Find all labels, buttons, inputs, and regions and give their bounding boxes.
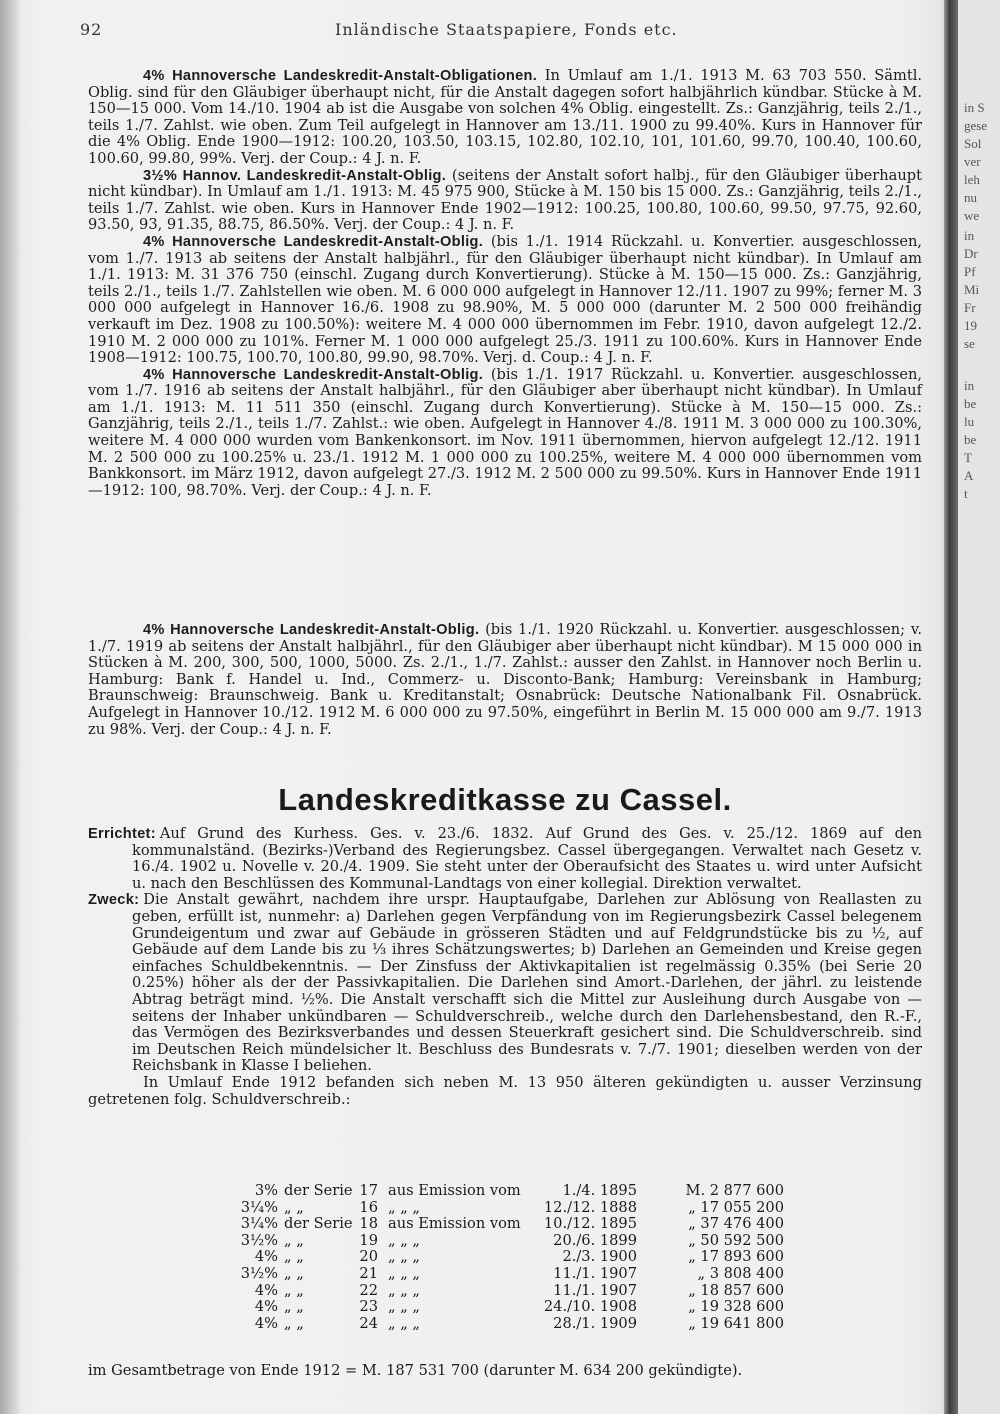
amount-cell: „ 19 328 600 xyxy=(688,1298,784,1316)
fragment-text: in S xyxy=(964,100,985,115)
errichtet-label: Errichtet: xyxy=(88,826,156,842)
date-cell: 24./10. 1908 xyxy=(543,1298,637,1316)
table-row xyxy=(88,1183,922,1200)
series-cell: „ „ xyxy=(284,1231,304,1249)
table-row xyxy=(88,1216,922,1233)
total-line: im Gesamtbetrage von Ende 1912 = M. 187 531 700 (darunter M. 634 200 gekündigte). xyxy=(88,1362,743,1379)
bond-text: (bis 1./1. 1914 Rückzahl. u. Konvertier. ausgeschlossen, vom 1./7. 1913 ab seitens der Anstalt halbjährl., für den Gläubiger überhaupt nicht kündbar). In Umlauf am 1./1. 1913: M. 31 376 750 (einschl. Zugang durch Konvertierung). Stücke à M. 150—15 000. Zs.: Ganzjährig, teils 2./1., teils 1./7. Zahlstellen wie oben. M. 6 000 000 aufgelegt in Hannover 12./11. 1907 zu 99%; ferner M. 3 000 000 aufgelegt in Hannover 16./6. 1908 zu 98.90%, M. 5 000 000 (darunter M. 2 500 000 freihändig verkauft im Dez. 1908 zu 100.50%): weitere M. 4 000 000 übernommen im Febr. 1910, davon aufgelegt 12./2. 1910 M. 2 000 000 zu 101%. Ferner M. 1 000 000 aufgelegt 25./3. 1911 zu 100.60%. Kurs in Hannover Ende 1908—1912: 100.75, 100.70, 100.80, 99.90, 98.70%. Verj. d. Coup.: 4 J. n. F. xyxy=(88,232,922,367)
fragment-text: 19 xyxy=(964,318,977,333)
bond-entry xyxy=(88,68,922,168)
table-row xyxy=(88,1233,922,1250)
hannover-bonds-section-2 xyxy=(88,622,922,738)
series-number-cell: 22 xyxy=(359,1281,378,1299)
zweck-paragraph xyxy=(88,892,922,1075)
umlauf-paragraph xyxy=(88,1075,922,1108)
emission-cell: aus Emission vom xyxy=(388,1215,521,1233)
errichtet-paragraph xyxy=(88,826,922,892)
amount-cell: „ 17 893 600 xyxy=(688,1248,784,1266)
fragment-text: gese xyxy=(964,118,988,133)
table-row xyxy=(88,1266,922,1283)
amount-cell: „ 18 857 600 xyxy=(688,1281,784,1299)
fragment-text: ver xyxy=(964,154,981,169)
fragment-text: in xyxy=(964,228,975,243)
fragment-text: se xyxy=(964,336,975,351)
amount-cell: „ 3 808 400 xyxy=(697,1264,784,1282)
table-row xyxy=(88,1249,922,1266)
emission-cell: „ „ „ xyxy=(388,1298,420,1316)
adjacent-page-fragment xyxy=(958,0,1000,1414)
bond-name: 4% Hannoversche Landeskredit-Anstalt-Oblig. xyxy=(143,233,484,250)
bond-text: (bis 1./1. 1917 Rückzahl. u. Konvertier. ausgeschlossen, vom 1./7. 1916 ab seitens der Anstalt halbjährl., für den Gläubiger aber überhaupt nicht kündbar). In Umlauf am 1./1. 1913: M. 11 511 350 (einschl. Zugang durch Konvertierung). Stücke à M. 150—15 000. Zs.: Ganzjährig, teils 2./1., teils 1./7. Zahlst.: wie oben. Aufgelegt in Hannover 4./8. 1911 M. 3 000 000 zu 100.30%, weitere M. 4 000 000 wurden vom Bankenkonsort. im Nov. 1911 übernommen, hiervon aufgelegt 12./12. 1911 M. 2 500 000 zu 100.25% u. 23./1. 1912 M. 1 000 000 zu 100.25%, weitere M. 4 000 000 übernommen vom Bankkonsort. im März 1912, davon aufgelegt 27./3. 1912 M. 2 500 000 zu 99.50%. Kurs in Hannover Ende 1911—1912: 100, 98.70%. Verj. der Coup.: 4 J. n. F. xyxy=(88,365,922,499)
emission-cell: „ „ „ xyxy=(388,1264,420,1282)
rate-cell: 4% xyxy=(254,1248,278,1266)
fragment-text: A xyxy=(964,468,974,483)
section-heading: Landeskreditkasse zu Cassel. xyxy=(278,782,732,817)
zweck-text: Die Anstalt gewährt, nachdem ihre urspr. Hauptaufgabe, Darlehen zur Ablösung von Reallasten zu geben, erfüllt ist, nunmehr: a) Darlehen gegen Verpfändung von im Regierungsbezirk Cassel belegenem Grundeigentum und zwar auf Gebäude in grösseren Städten und auf Feldgrundstücke bis zu ½, auf Gebäude auf dem Lande bis zu ⅓ ihres Schätzungswertes; b) Darlehen an Gemeinden und Kreise gegen einfaches Schuldbekenntnis. — Der Zinsfuss der Aktivkapitalien ist regelmässig 0.35% (bei Serie 20 0.25%) höher als der der Passivkapitalien. Die Darlehen sind Amort.-Darlehen, der jährl. zu leistende Abtrag beträgt mind. ½%. Die Anstalt verschafft sich die Mittel zur Ausleihung durch Ausgabe von — seitens der Inhaber unkündbaren — Schuldverschreib., welche durch den Darlehensbestand, den R.-F., das Vermögen des Bezirksverbandes und dessen Steuerkraft gesichert sind. Die Schuldverschreib. sind im Deutschen Reich mündelsicher lt. Beschluss des Bundesrats v. 7./7. 1901; dieselben werden von der Reichsbank in Klasse I beliehen. xyxy=(132,891,922,1075)
series-number-cell: 20 xyxy=(359,1248,378,1266)
emission-table xyxy=(88,1183,922,1332)
rate-cell: 3½% xyxy=(240,1231,278,1249)
date-cell: 1./4. 1895 xyxy=(562,1182,637,1199)
fragment-text: lu xyxy=(964,414,975,429)
rate-cell: 4% xyxy=(254,1298,278,1316)
series-cell: „ „ xyxy=(284,1314,304,1332)
page-number: 92 xyxy=(80,20,103,39)
bond-name: 4% Hannoversche Landeskredit-Anstalt-Obligationen. xyxy=(143,68,538,84)
fragment-text: T xyxy=(964,450,972,465)
fragment-text: Fr xyxy=(964,300,976,315)
table-row xyxy=(88,1316,922,1333)
fragment-text: nu xyxy=(964,190,977,205)
fragment-text: Dr xyxy=(964,246,978,261)
series-cell: „ „ xyxy=(284,1248,304,1266)
date-cell: 12./12. 1888 xyxy=(543,1198,637,1216)
emission-cell: „ „ „ xyxy=(388,1198,420,1216)
series-number-cell: 17 xyxy=(359,1182,378,1199)
hannover-bonds-section xyxy=(88,68,922,499)
series-number-cell: 21 xyxy=(359,1264,378,1282)
table-row xyxy=(88,1283,922,1300)
bond-entry xyxy=(88,234,922,367)
fragment-text: Mi xyxy=(964,282,980,297)
fragment-text: be xyxy=(964,396,977,411)
amount-cell: „ 50 592 500 xyxy=(688,1231,784,1249)
series-cell: „ „ xyxy=(284,1264,304,1282)
rate-cell: 4% xyxy=(254,1281,278,1299)
bond-name: 3½% Hannov. Landeskredit-Anstalt-Oblig. xyxy=(143,167,447,184)
series-number-cell: 19 xyxy=(359,1231,378,1249)
amount-cell: „ 17 055 200 xyxy=(688,1198,784,1216)
page-gutter-shadow xyxy=(0,0,20,1414)
amount-cell: M. 2 877 600 xyxy=(685,1182,784,1199)
date-cell: 2./3. 1900 xyxy=(562,1248,637,1266)
zweck-label: Zweck: xyxy=(88,892,140,909)
amount-cell: „ 37 476 400 xyxy=(688,1215,784,1233)
bond-entry xyxy=(88,168,922,234)
bond-entry xyxy=(88,622,922,738)
fragment-text: we xyxy=(964,208,980,223)
book-spine-shadow xyxy=(944,0,958,1414)
emission-cell: „ „ „ xyxy=(388,1248,420,1266)
series-number-cell: 16 xyxy=(359,1198,378,1216)
fragment-text: leh xyxy=(964,172,980,187)
bond-text: (seitens der Anstalt sofort halbj., für den Gläubiger überhaupt nicht kündbar). In Umlauf am 1./1. 1913: M. 45 975 900, Stücke à M. 150 bis 15 000. Zs.: Ganzjährig, teils 2./1., teils 1./7. Zahlst. wie oben. Kurs in Hannover Ende 1902—1912: 100.25, 100.80, 100.60, 99.50, 97.75, 92.60, 93.50, 93, 91.35, 88.75, 86.50%. Verj. der Coup.: 4 J. n. F. xyxy=(88,166,922,234)
series-cell: „ „ xyxy=(284,1298,304,1316)
series-number-cell: 18 xyxy=(359,1215,378,1233)
fragment-text: Sol xyxy=(964,136,982,151)
bond-text: (bis 1./1. 1920 Rückzahl. u. Konvertier. ausgeschlossen; v. 1./7. 1919 ab seitens der Anstalt halbjährl., für den Gläubiger aber überhaupt nicht kündbar). M 15 000 000 in Stücken à M. 200, 300, 500, 1000, 5000. Zs. 2./1., 1./7. Zahlst.: ausser den Zahlst. in Hannover noch Berlin u. Hamburg: Bank f. Handel u. Ind., Commerz- u. Disconto-Bank; Hamburg: Vereinsbank in Hamburg; Braunschweig: Braunschweig. Bank u. Kreditanstalt; Osnabrück: Deutsche Nationalbank Fil. Osnabrück. Aufgelegt in Hannover 10./12. 1912 M. 6 000 000 zu 97.50%, eingeführt in Berlin M. 15 000 000 am 9./7. 1913 zu 98%. Verj. der Coup.: 4 J. n. F. xyxy=(88,621,922,738)
amount-cell: „ 19 641 800 xyxy=(688,1314,784,1332)
fragment-text: Pf xyxy=(964,264,976,279)
emission-cell: „ „ „ xyxy=(388,1314,420,1332)
fragment-text: t xyxy=(964,486,968,501)
rate-cell: 3½% xyxy=(240,1264,278,1282)
series-number-cell: 23 xyxy=(359,1298,378,1316)
errichtet-text: Auf Grund des Kurhess. Ges. v. 23./6. 1832. Auf Grund des Ges. v. 25./12. 1869 auf den kommunalständ. (Bezirks-)Verband des Regierungsbez. Cassel übergegangen. Verwaltet nach Gesetz v. 16./4. 1902 u. Novelle v. 20./4. 1909. Sie steht unter der Oberaufsicht des Staates u. wird unter Aufsicht u. nach den Beschlüssen des Kommunal-Landtags von einer kollegial. Direktion verwaltet. xyxy=(132,825,922,892)
running-header xyxy=(80,20,940,44)
series-cell: „ „ xyxy=(284,1198,304,1216)
date-cell: 28./1. 1909 xyxy=(553,1314,637,1332)
date-cell: 10./12. 1895 xyxy=(543,1215,637,1233)
umlauf-text: In Umlauf Ende 1912 befanden sich neben M. 13 950 älteren gekündigten u. ausser Verzinsung getretenen folg. Schuldverschreib.: xyxy=(88,1073,922,1108)
fragment-text: in xyxy=(964,378,975,393)
bond-text: In Umlauf am 1./1. 1913 M. 63 703 550. Sämtl. Oblig. sind für den Gläubiger überhaupt nicht, für die Anstalt dagegen sofort halbjährlich kündbar. Stücke à M. 150—15 000. Vom 14./10. 1904 ab ist die Ausgabe von solchen 4% Oblig. eingestellt. Zs.: Ganzjährig, teils 2./1., teils 1./7. Zahlst. wie oben. Zum Teil aufgelegt in Hannover am 13./11. 1900 zu 99.40%. Kurs in Hannover für die 4% Oblig. Ende 1900—1912: 100.20, 103.50, 103.15, 102.80, 102.10, 101, 101.60, 99.70, 100.40, 100.60, 100.60, 99.80, 99%. Verj. der Coup.: 4 J. n. F. xyxy=(88,67,923,167)
rate-cell: 3¼% xyxy=(240,1198,278,1216)
emission-cell: „ „ „ xyxy=(388,1281,420,1299)
bond-name: 4% Hannoversche Landeskredit-Anstalt-Oblig. xyxy=(143,366,484,383)
date-cell: 11./1. 1907 xyxy=(553,1281,637,1299)
series-number-cell: 24 xyxy=(359,1314,378,1332)
running-title: Inländische Staatspapiere, Fonds etc. xyxy=(335,20,678,39)
cassel-section xyxy=(88,826,922,1108)
date-cell: 20./6. 1899 xyxy=(553,1231,637,1249)
rate-cell: 4% xyxy=(254,1314,278,1332)
table-row xyxy=(88,1299,922,1316)
series-cell: „ „ xyxy=(284,1281,304,1299)
emission-cell: aus Emission vom xyxy=(388,1182,521,1199)
date-cell: 11./1. 1907 xyxy=(553,1264,637,1282)
rate-cell: 3% xyxy=(254,1182,278,1199)
bond-entry xyxy=(88,367,922,500)
series-cell: der Serie xyxy=(284,1182,353,1199)
fragment-text: be xyxy=(964,432,977,447)
emission-cell: „ „ „ xyxy=(388,1231,420,1249)
rate-cell: 3¼% xyxy=(240,1215,278,1233)
bond-name: 4% Hannoversche Landeskredit-Anstalt-Oblig. xyxy=(143,622,480,638)
series-cell: der Serie xyxy=(284,1215,353,1233)
table-row xyxy=(88,1200,922,1217)
